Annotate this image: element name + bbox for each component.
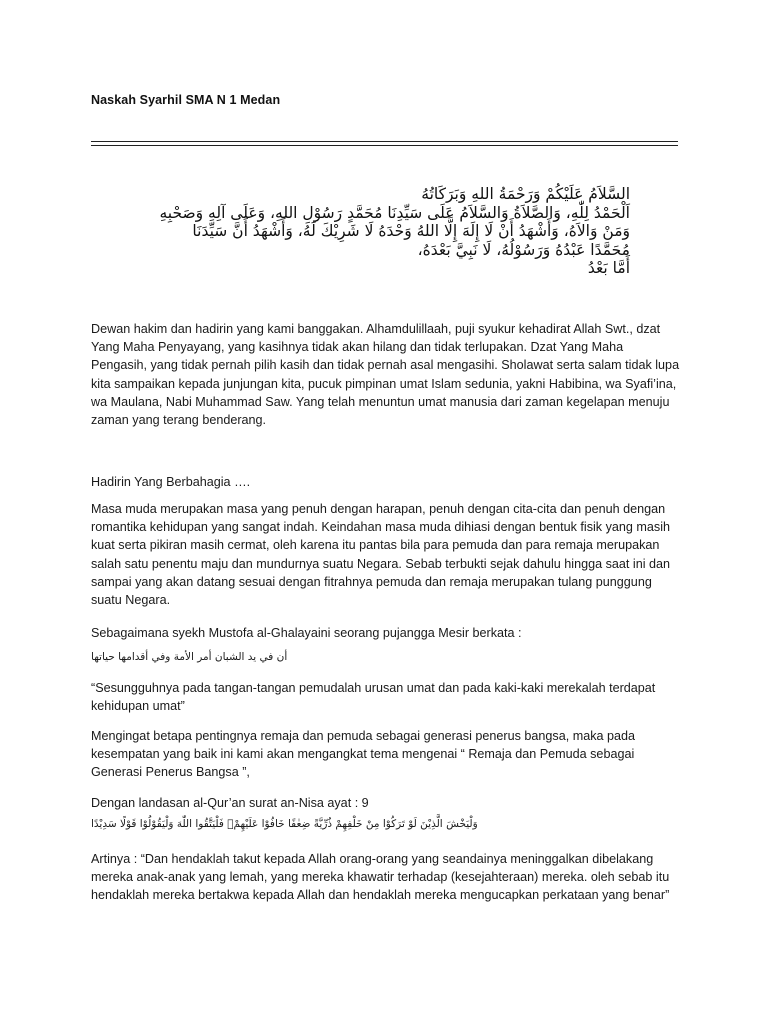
arabic-quote: أن في يد الشبان أمر الأمة وفي أقدامها حياتها (91, 651, 288, 663)
arabic-line-hamdalah: اَلْحَمْدُ لِلّٰهِ، وَالصَّلاَةُ وَالسَّلاَمُ عَلَى سَيِّدِنَا مُحَمَّدٍ رَسُوْلِ اللهِ، وَعَلَى آلِهِ وَصَحْبِهِ (159, 203, 630, 222)
header-divider (91, 141, 678, 146)
arabic-opening (130, 185, 630, 278)
arabic-line-syahadat: وَمَنْ وَالاَهُ، وَأَشْهَدُ أَنْ لَا إِلَهَ إِلَّا اللهُ وَحْدَهُ لَا شَرِيْكَ لَهُ، وَأَشْهَدُ أَنَّ سَيِّدَنَا (192, 222, 630, 240)
arabic-line-amma-badu: أَمَّا بَعْدُ (587, 259, 630, 277)
paragraph-syekh-quote-intro: Sebagaimana syekh Mustofa al-Ghalayaini seorang pujangga Mesir berkata : (91, 626, 522, 640)
document-title: Naskah Syarhil SMA N 1 Medan (91, 93, 281, 107)
paragraph-masa-muda: Masa muda merupakan masa yang penuh dengan harapan, penuh dengan cita-cita dan penuh dengan romantika kehidupan yang sangat indah. Keindahan masa muda dihiasi dengan bentuk fisik yang masih kuat serta pikiran masih cermat, oleh karena itu pantas bila para pemuda dan para remaja merupakan salah satu penentu maju dan mundurnya suatu Negara. Sebab terbukti sejak dahulu hingga saat ini dan sampai yang akan datang sesuai dengan fitrahnya pemuda dan remaja merupakan tulang punggung suatu Negara. (91, 502, 671, 608)
paragraph-opening: Dewan hakim dan hadirin yang kami banggakan. Alhamdulillaah, puji syukur kehadirat Allah Swt., dzat Yang Maha Penyayang, yang kasihnya tidak akan hilang dan tidak terlupakan. Dzat Yang Maha Pengasih, yang tidak pernah pilih kasih dan tidak pernah asal mengasihi. Sholawat serta salam tidak lupa kita sampaikan kepada junjungan kita, pucuk pimpinan umat Islam sedunia, yakni Habibina, wa Syafi’ina, wa Maulana, Nabi Muhammad Saw. Yang telah menuntun umat manusia dari zaman kegelapan menuju zaman yang terang benderang. (91, 322, 680, 428)
verse-translation: Artinya : “Dan hendaklah takut kepada Allah orang-orang yang seandainya meninggalkan dibelakang mereka anak-anak yang lemah, yang mereka khawatir terhadap (kesejahteraan) mereka. oleh sebab itu hendaklah mereka bertakwa kepada Allah dan hendaklah mereka mengucapkan perkataan yang benar” (91, 852, 670, 903)
quote-translation: “Sesungguhnya pada tangan-tangan pemudalah urusan umat dan pada kaki-kaki merekalah terdapat kehidupan umat” (91, 681, 656, 714)
arabic-line-salam: السَّلاَمُ عَلَيْكُمْ وَرَحْمَةُ اللهِ وَبَرَكَاتُهُ (421, 185, 630, 203)
paragraph-theme: Mengingat betapa pentingnya remaja dan pemuda sebagai generasi penerus bangsa, maka pada kesempatan yang baik ini kami akan mengangkat tema mengenai “ Remaja dan Pemuda sebagai Generasi Penerus Bangsa ”, (91, 729, 636, 780)
hadirin-heading: Hadirin Yang Berbahagia …. (91, 475, 251, 489)
paragraph-quran-reference: Dengan landasan al-Qur’an surat an-Nisa ayat : 9 (91, 796, 369, 810)
arabic-verse-an-nisa-9: وَلْيَخْشَ الَّذِيْنَ لَوْ تَرَكُوْا مِنْ خَلْفِهِمْ ذُرِّيَّةً ضِعٰفًا خَافُوْا عَلَيْهِمْۖ فَلْيَتَّقُوا اللّٰهَ وَلْيَقُوْلُوْا قَوْلًا سَدِيْدًا (91, 818, 478, 830)
arabic-line-muhammad: مُحَمَّدًا عَبْدُهُ وَرَسُوْلُهُ، لَا نَبِيَّ بَعْدَهُ، (417, 240, 630, 259)
